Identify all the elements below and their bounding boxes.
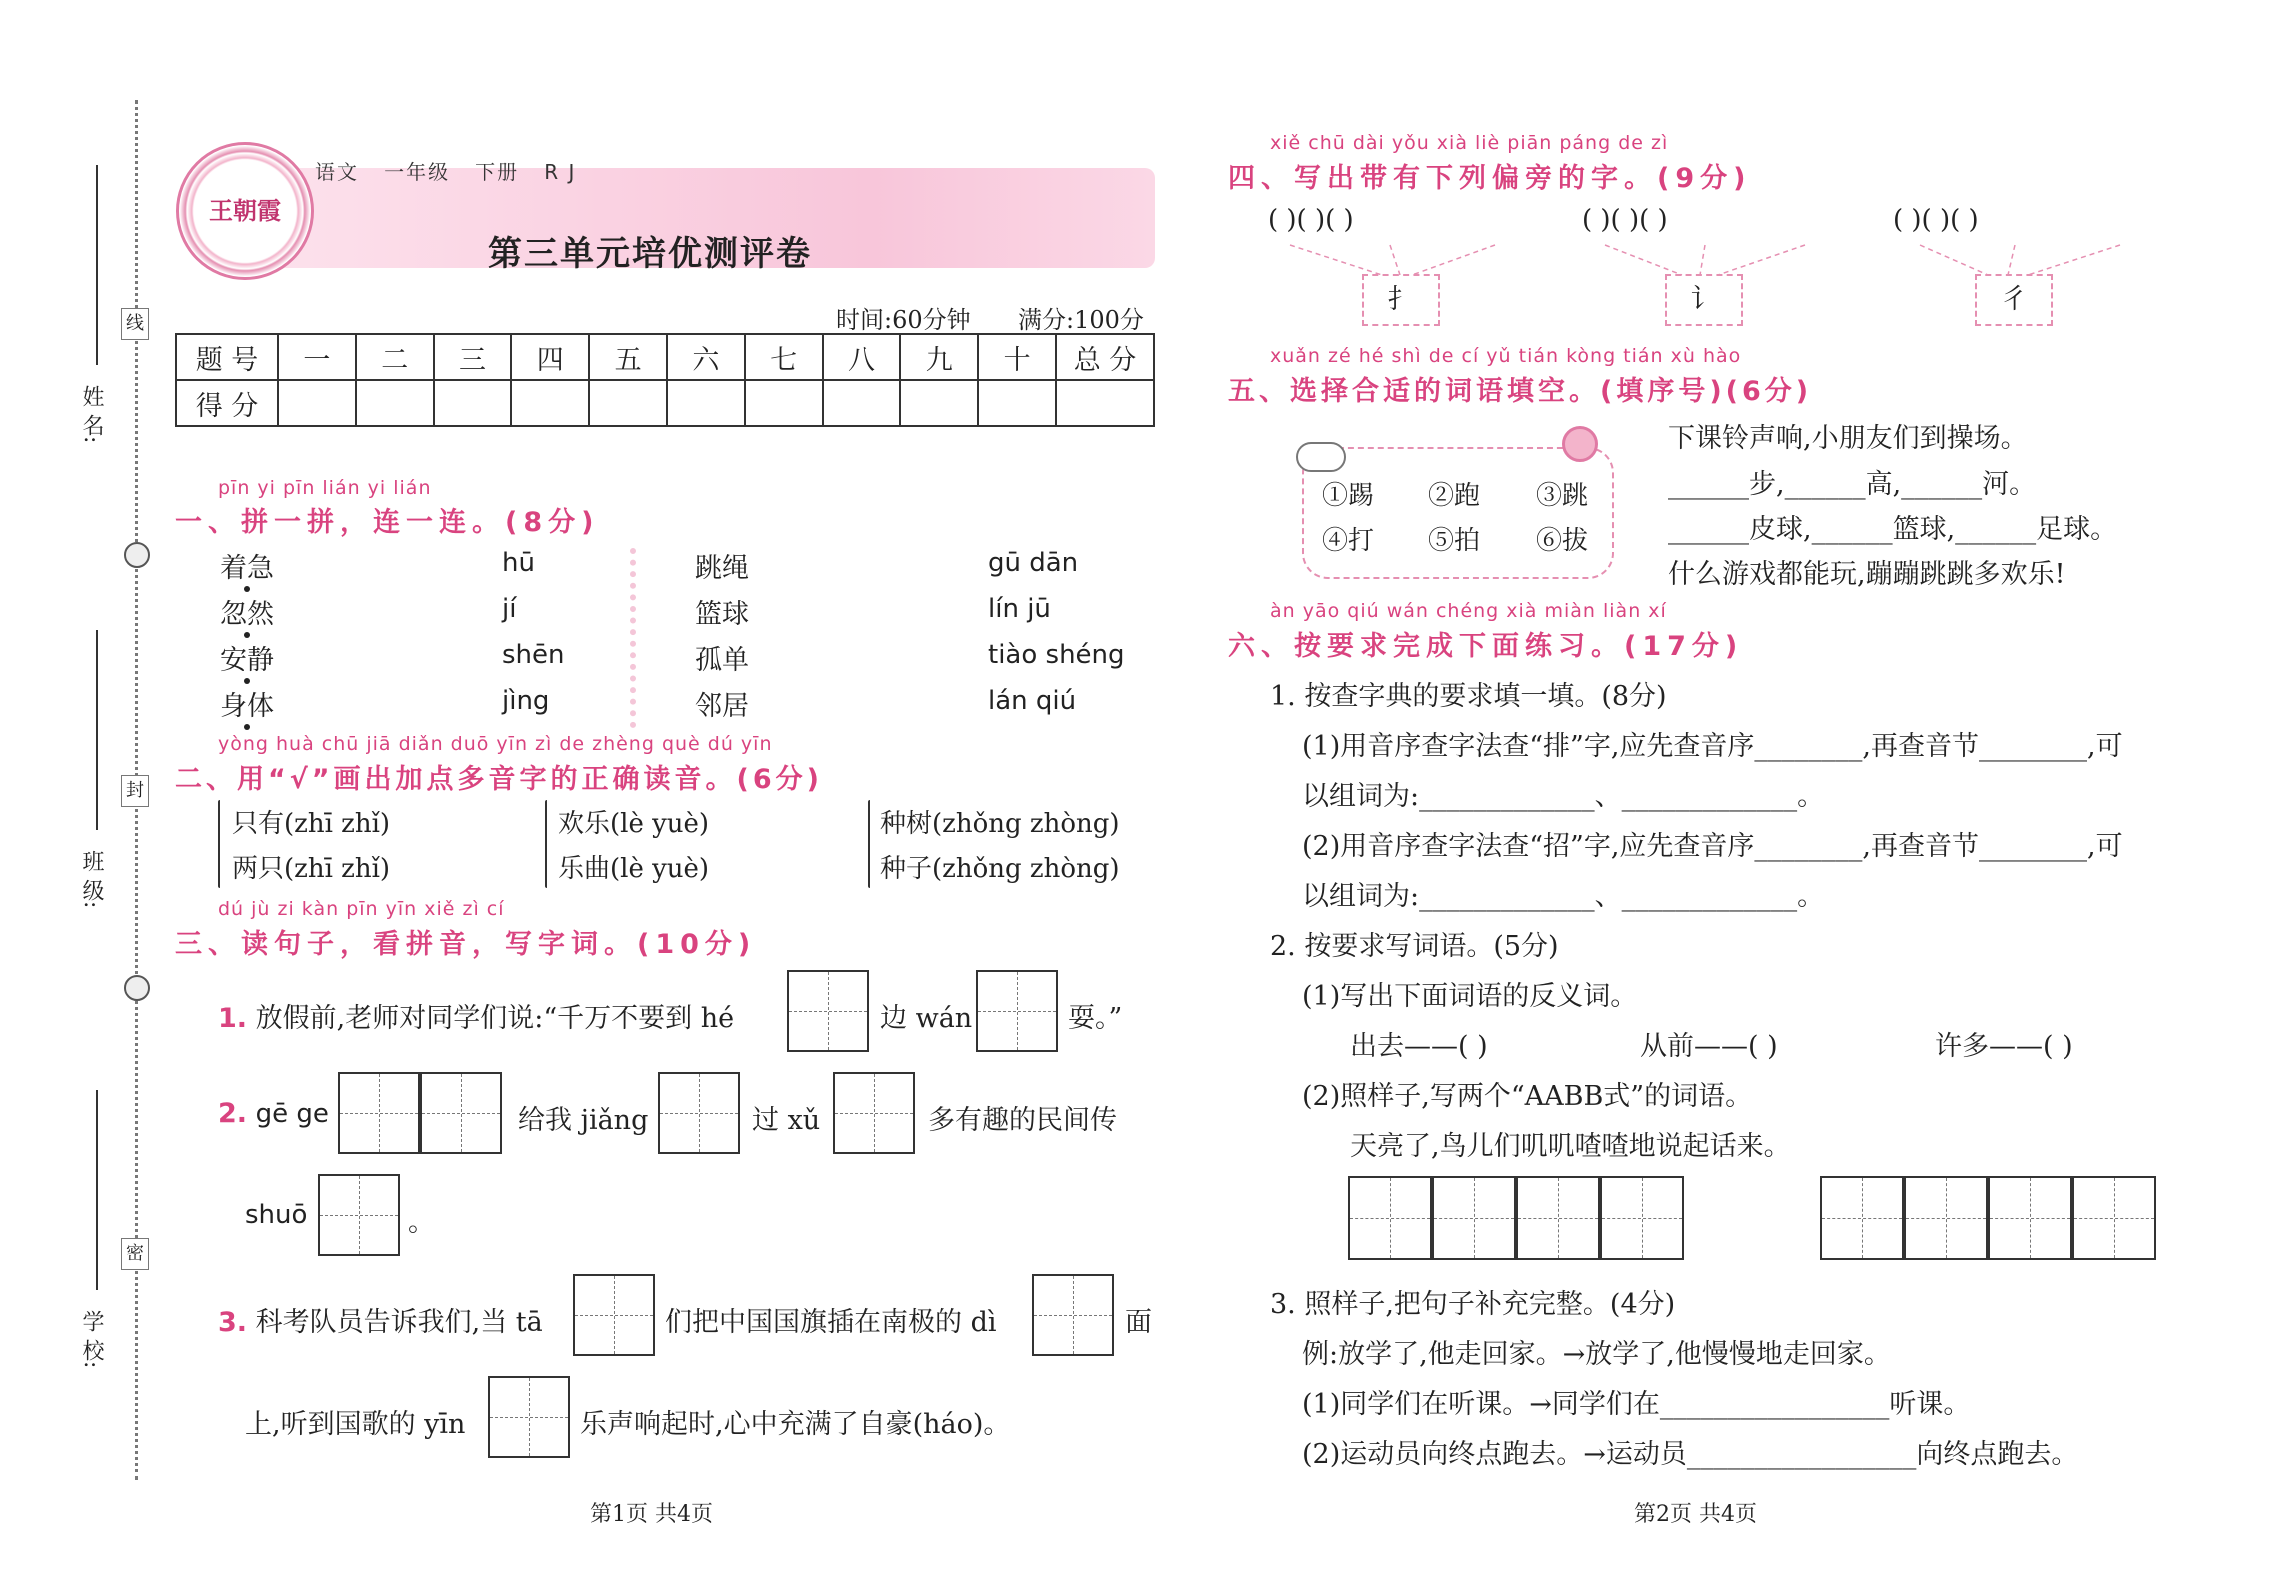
writing-grid[interactable] [976, 970, 1058, 1052]
s3-q3-text: 乐声响起时,心中充满了自豪(háo)。 [580, 1409, 1011, 1440]
writing-grid[interactable] [833, 1072, 915, 1154]
page-title: 第三单元培优测评卷 [488, 234, 812, 274]
logo-badge [176, 142, 314, 280]
cloud-icon [1296, 442, 1346, 472]
writing-grid[interactable] [338, 1072, 420, 1154]
writing-grid[interactable] [1988, 1176, 2072, 1260]
writing-grid[interactable] [658, 1072, 740, 1154]
s2-option[interactable]: 种树(zhǒng zhòng) [880, 809, 1120, 839]
s2-option[interactable]: 种子(zhǒng zhòng) [880, 854, 1120, 884]
subject-label: 语文 [315, 160, 359, 184]
table-cell: 三 [434, 334, 512, 380]
score-cell[interactable] [278, 380, 356, 426]
s1-left-pinyin[interactable]: jìng [502, 686, 550, 716]
radical-yan: 讠 [1690, 284, 1718, 315]
table-cell: 九 [900, 334, 978, 380]
score-cell[interactable] [667, 380, 745, 426]
score-cell[interactable] [900, 380, 978, 426]
table-cell: 四 [511, 334, 589, 380]
s1-left-pinyin[interactable]: jí [502, 594, 517, 624]
logo-brand-text: 王朝霞 [209, 197, 281, 225]
s3-pinyin: dú jù zi kàn pīn yīn xiě zì cí [218, 898, 505, 920]
s6-q3-title: 3. 照样子,把句子补充完整。(4分) [1270, 1289, 1676, 1320]
page-1-footer: 第1页 共4页 [590, 1502, 713, 1527]
s3-q3-text: 3. 科考队员告诉我们,当 tā [218, 1307, 543, 1338]
s1-right-word: 孤单 [695, 645, 749, 676]
s6-q1-line[interactable]: (2)用音序查字法查“招”字,应先查音序________,再查音节________,可 [1302, 831, 2123, 862]
writing-grid[interactable] [1032, 1274, 1114, 1356]
s6-title: 六、按要求完成下面练习。(17分) [1228, 631, 1744, 662]
score-cell[interactable] [511, 380, 589, 426]
radical-shou: 扌 [1387, 284, 1415, 315]
writing-grid[interactable] [1516, 1176, 1600, 1260]
page-2-footer: 第2页 共4页 [1634, 1502, 1757, 1527]
radical-card [1665, 274, 1743, 326]
s3-q2-text: shuō [245, 1200, 308, 1230]
s1-left-word: 着急 [220, 553, 274, 584]
s4-brackets[interactable]: ( )( )( ) [1582, 205, 1668, 235]
full-score-label: 满分:100分 [1018, 306, 1144, 334]
s6-q3-line[interactable]: (1)同学们在听课。→同学们在_________________听课。 [1302, 1389, 1971, 1420]
s6-pinyin: àn yāo qiú wán chéng xià miàn liàn xí [1270, 600, 1667, 622]
score-table-score-row [176, 380, 1154, 426]
sun-icon [1562, 426, 1598, 462]
s6-q2-line: (1)写出下面词语的反义词。 [1302, 981, 1638, 1012]
score-cell[interactable] [745, 380, 823, 426]
s1-right-pinyin[interactable]: gū dān [988, 548, 1079, 578]
score-cell[interactable] [823, 380, 901, 426]
binding-hole-1 [124, 542, 150, 568]
name-label: 姓 名: [79, 385, 104, 444]
name-field[interactable] [96, 165, 98, 365]
s5-option: ②跑 [1428, 481, 1481, 511]
writing-grid[interactable] [1820, 1176, 1904, 1260]
s1-right-word: 跳绳 [695, 553, 749, 584]
s5-title: 五、选择合适的词语填空。(填序号)(6分) [1228, 376, 1813, 407]
s2-group-1 [218, 800, 220, 888]
writing-grid[interactable] [573, 1274, 655, 1356]
radical-card [1362, 274, 1440, 326]
s1-title: 一、拼一拼，连一连。(8分) [175, 507, 600, 538]
s6-antonym[interactable]: 出去——( ) [1350, 1031, 1488, 1062]
s2-option[interactable]: 欢乐(lè yuè) [558, 809, 710, 839]
s1-right-pinyin[interactable]: lín jū [988, 594, 1051, 624]
edition-label: R J [544, 160, 577, 184]
s5-option: ⑤拍 [1428, 526, 1481, 556]
s2-group-3 [868, 800, 870, 888]
score-table-header-row [176, 334, 1154, 380]
s1-left-pinyin[interactable]: shēn [502, 640, 565, 670]
table-cell: 题 号 [176, 334, 278, 380]
s1-pinyin: pīn yi pīn lián yi lián [218, 477, 432, 499]
s6-q1-line[interactable]: 以组词为:_____________、_____________。 [1302, 781, 1825, 812]
score-cell[interactable] [589, 380, 667, 426]
binding-mark-seal: 封 [121, 775, 149, 807]
s5-option: ④打 [1322, 526, 1375, 556]
s1-right-pinyin[interactable]: lán qiú [988, 686, 1077, 716]
s6-q3-example: 例:放学了,他走回家。→放学了,他慢慢地走回家。 [1302, 1339, 1891, 1370]
s2-pinyin: yòng huà chū jiā diǎn duō yīn zì de zhèng què dú yīn [218, 733, 773, 755]
s3-q3-text: 们把中国国旗插在南极的 dì [665, 1307, 997, 1338]
score-cell[interactable] [356, 380, 434, 426]
radical-chi: 彳 [2000, 284, 2028, 315]
term-label: 下册 [475, 160, 520, 184]
s6-q1-line[interactable]: (1)用音序查字法查“排”字,应先查音序________,再查音节________,可 [1302, 731, 2123, 762]
time-label: 时间:60分钟 [836, 306, 971, 334]
writing-grid[interactable] [1600, 1176, 1684, 1260]
writing-grid[interactable] [2072, 1176, 2156, 1260]
binding-mark-secret: 密 [121, 1238, 149, 1270]
s1-left-word: 安静 [220, 645, 274, 676]
s4-title: 四、写出带有下列偏旁的字。(9分) [1228, 163, 1752, 194]
score-cell[interactable] [978, 380, 1056, 426]
s6-q1-title: 1. 按查字典的要求填一填。(8分) [1270, 681, 1667, 712]
table-cell: 二 [356, 334, 434, 380]
score-table [175, 333, 1155, 427]
class-label: 班 级: [79, 850, 104, 909]
score-cell[interactable] [1056, 380, 1154, 426]
s6-antonym[interactable]: 从前——( ) [1640, 1031, 1778, 1062]
s1-left-word: 身体 [220, 691, 274, 722]
writing-grid[interactable] [318, 1174, 400, 1256]
s3-q2-text: 给我 jiǎng [518, 1105, 649, 1136]
s5-option-box [1302, 447, 1614, 579]
s2-title: 二、用“√”画出加点多音字的正确读音。(6分) [175, 764, 823, 795]
table-cell: 得 分 [176, 380, 278, 426]
s1-divider [630, 548, 636, 728]
binding-mark-line: 线 [121, 308, 149, 340]
table-cell: 六 [667, 334, 745, 380]
s5-line[interactable]: ______皮球,______篮球,______足球。 [1668, 514, 2118, 545]
s3-q3-text: 上,听到国歌的 yīn [245, 1409, 466, 1440]
writing-grid[interactable] [1904, 1176, 1988, 1260]
s3-q2-text: 多有趣的民间传 [928, 1105, 1117, 1136]
s2-option[interactable]: 乐曲(lè yuè) [558, 854, 710, 884]
writing-grid[interactable] [1432, 1176, 1516, 1260]
s3-q1-text: 边 wán [880, 1003, 973, 1034]
s6-q2-title: 2. 按要求写词语。(5分) [1270, 931, 1559, 962]
s1-right-pinyin[interactable]: tiào shéng [988, 640, 1125, 670]
s2-option[interactable]: 两只(zhī zhǐ) [232, 854, 391, 884]
writing-grid[interactable] [1348, 1176, 1432, 1260]
s6-q2-line: (2)照样子,写两个“AABB式”的词语。 [1302, 1081, 1753, 1112]
s1-right-word: 篮球 [695, 599, 749, 630]
s1-right-word: 邻居 [695, 691, 749, 722]
table-cell: 一 [278, 334, 356, 380]
school-field[interactable] [96, 1090, 98, 1290]
s4-brackets[interactable]: ( )( )( ) [1268, 205, 1354, 235]
s1-left-word: 忽然 [220, 599, 274, 630]
s5-option: ①踢 [1322, 481, 1375, 511]
table-cell: 七 [745, 334, 823, 380]
s3-title: 三、读句子，看拼音，写字词。(10分) [175, 929, 757, 960]
s6-q3-line[interactable]: (2)运动员向终点跑去。→运动员_________________向终点跑去。 [1302, 1439, 2079, 1470]
class-field[interactable] [96, 630, 98, 830]
s3-q1-text: 耍。” [1068, 1003, 1123, 1034]
s2-option[interactable]: 只有(zhī zhǐ) [232, 809, 391, 839]
s5-option: ③跳 [1536, 481, 1589, 511]
s4-brackets[interactable]: ( )( )( ) [1893, 205, 1979, 235]
writing-grid[interactable] [787, 970, 869, 1052]
s3-q3-text: 面 [1125, 1307, 1152, 1338]
table-cell: 总 分 [1056, 334, 1154, 380]
s5-line: 下课铃声响,小朋友们到操场。 [1668, 423, 2028, 454]
writing-grid[interactable] [420, 1072, 502, 1154]
s4-pinyin: xiě chū dài yǒu xià liè piān páng de zì [1270, 132, 1669, 154]
school-label: 学 校: [79, 1310, 104, 1369]
s6-antonym[interactable]: 许多——( ) [1935, 1031, 2073, 1062]
s3-q2-text: 2. gē ge [218, 1098, 329, 1129]
s5-option: ⑥拔 [1536, 526, 1589, 556]
s2-group-2 [545, 800, 547, 888]
s6-q2-example: 天亮了,鸟儿们叽叽喳喳地说起话来。 [1350, 1131, 1791, 1162]
s5-line[interactable]: ______步,______高,______河。 [1668, 469, 2037, 500]
table-cell: 八 [823, 334, 901, 380]
s3-q1-text: 1. 放假前,老师对同学们说:“千万不要到 hé [218, 1003, 735, 1034]
s5-pinyin: xuǎn zé hé shì de cí yǔ tián kòng tián xù hào [1270, 345, 1742, 367]
score-cell[interactable] [434, 380, 512, 426]
s5-line: 什么游戏都能玩,蹦蹦跳跳多欢乐! [1668, 559, 2066, 590]
table-cell: 五 [589, 334, 667, 380]
s3-q2-text: 过 xǔ [752, 1105, 821, 1136]
s1-left-pinyin[interactable]: hū [502, 548, 535, 578]
s6-q1-line[interactable]: 以组词为:_____________、_____________。 [1302, 881, 1825, 912]
radical-card [1975, 274, 2053, 326]
binding-hole-2 [124, 975, 150, 1001]
table-cell: 十 [978, 334, 1056, 380]
writing-grid[interactable] [488, 1376, 570, 1458]
s3-q2-text: 。 [408, 1207, 435, 1238]
grade-label: 一年级 [384, 160, 451, 184]
